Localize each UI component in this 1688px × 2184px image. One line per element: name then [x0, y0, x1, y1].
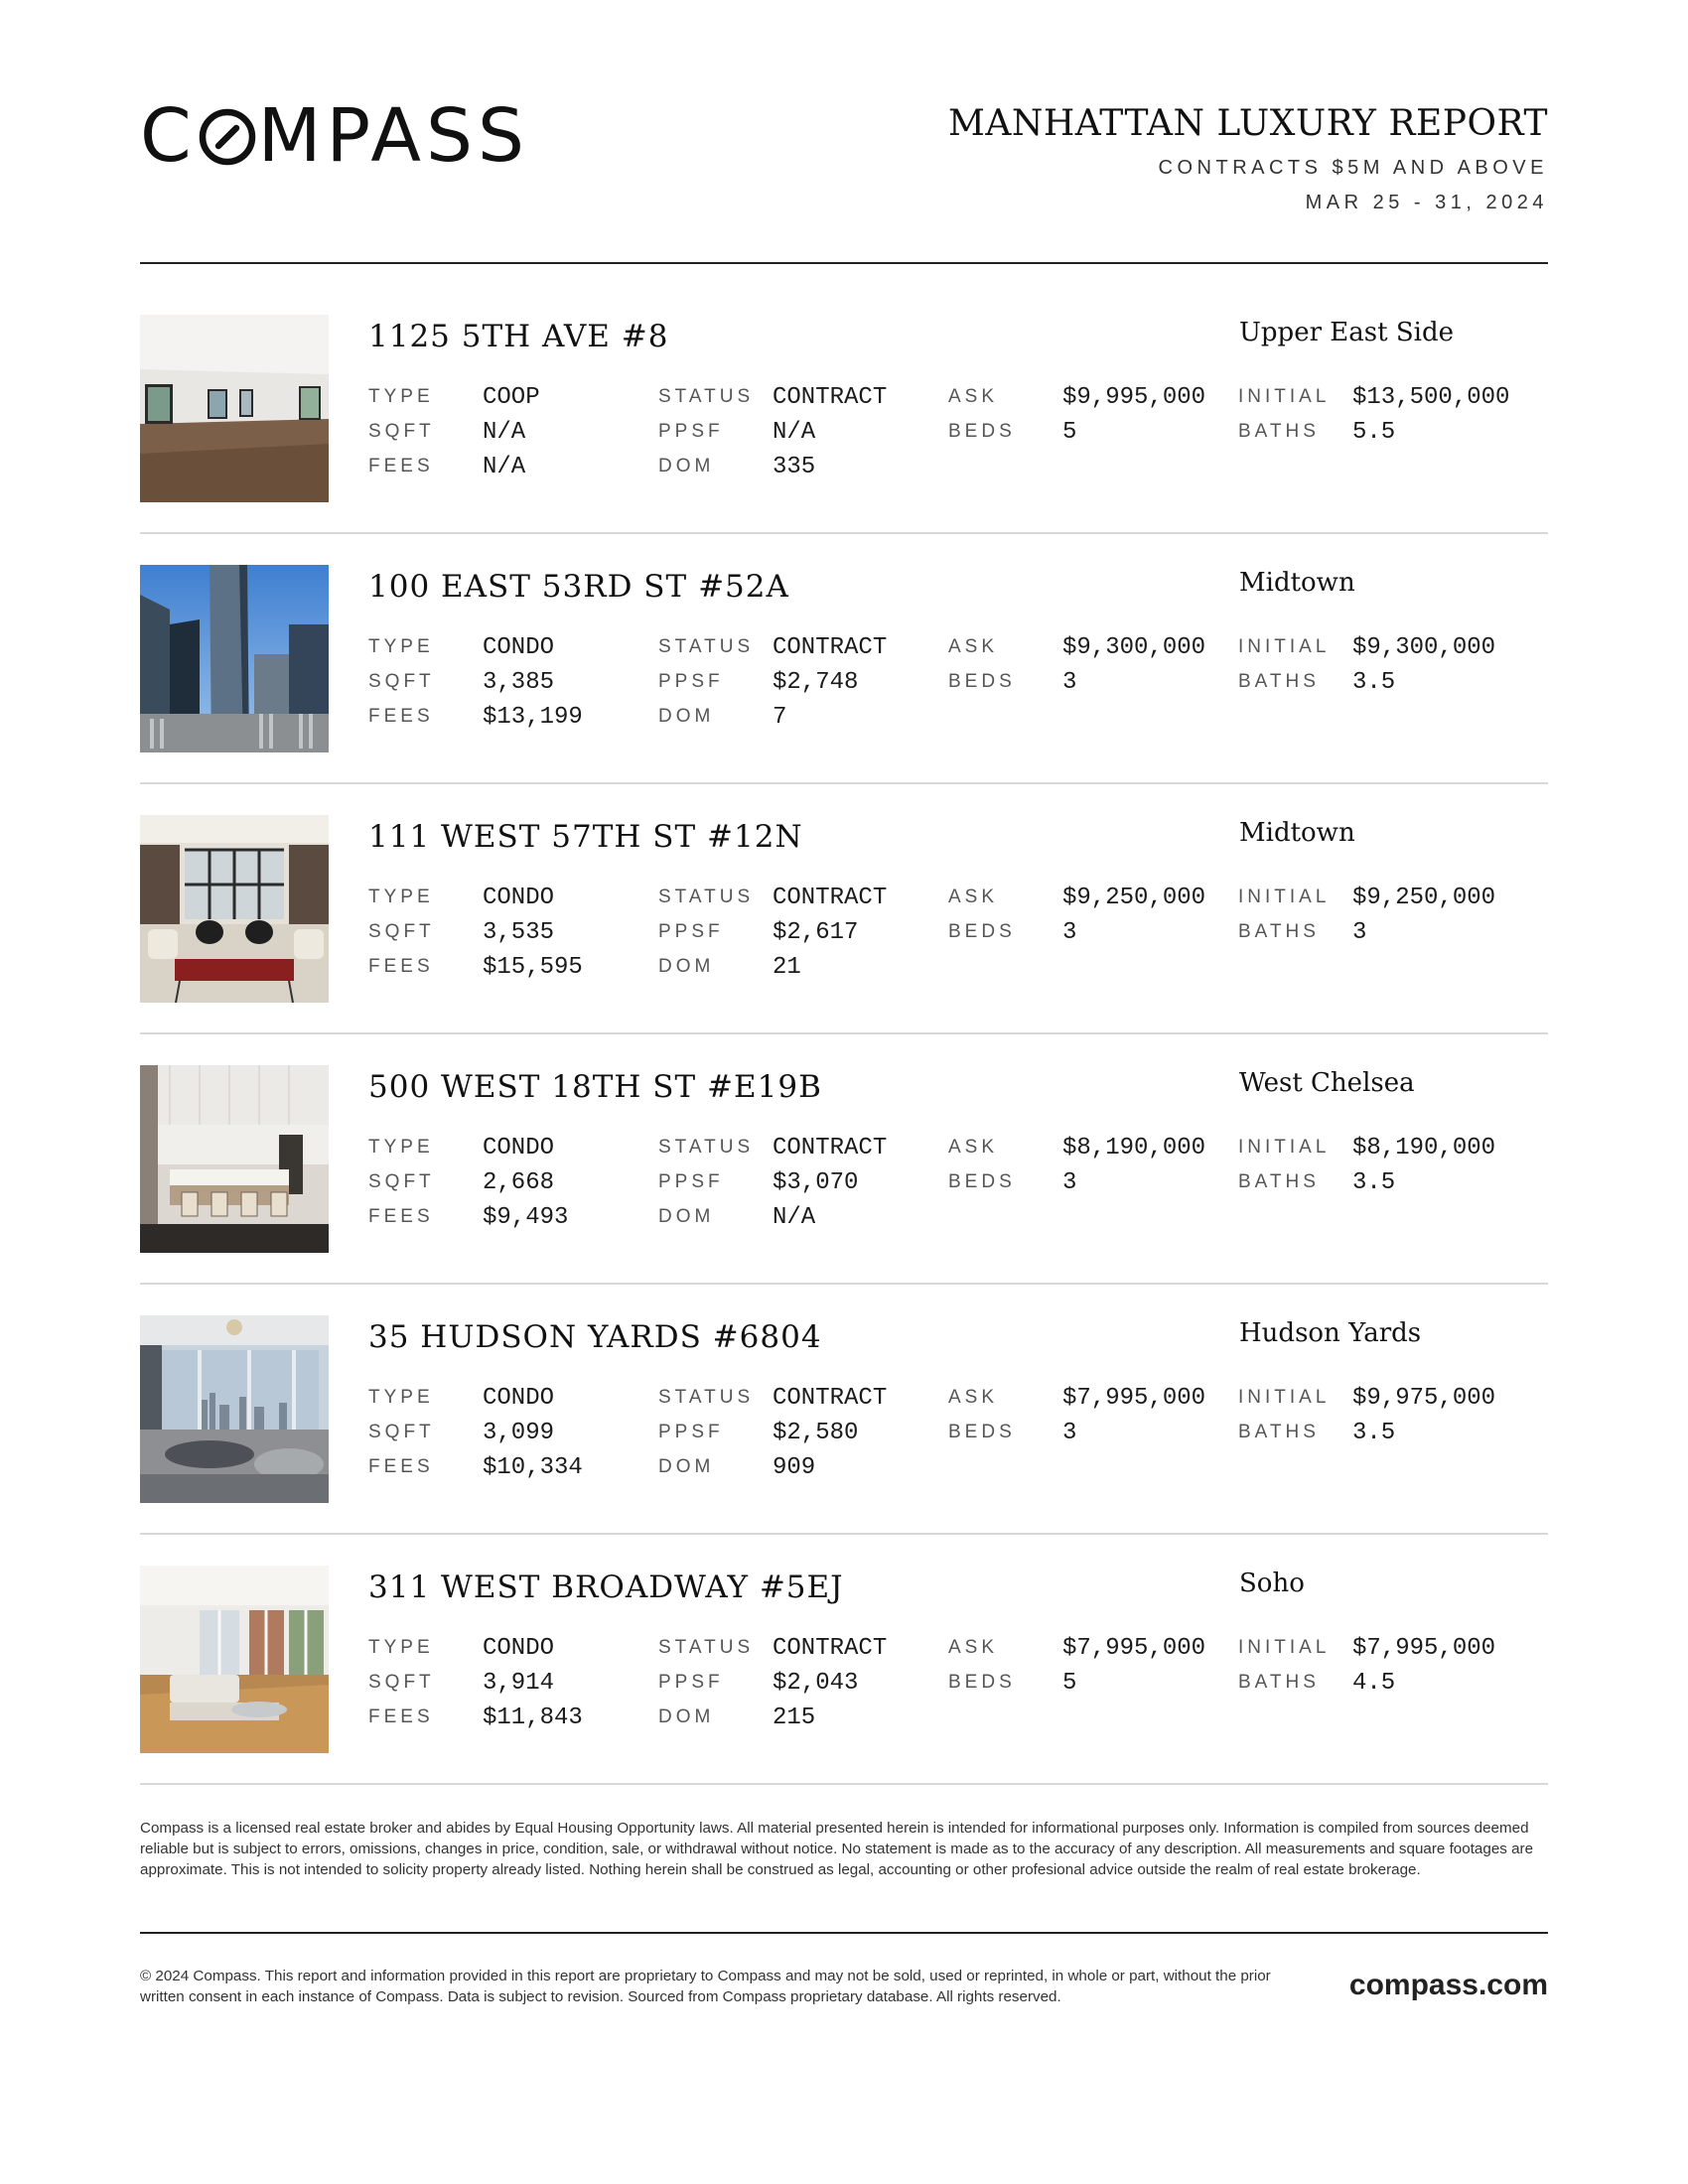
sqft-value: 3,535 [483, 919, 555, 946]
fees-label: FEES [368, 1456, 434, 1477]
sqft-label: SQFT [368, 421, 435, 442]
status-value: CONTRACT [773, 885, 888, 911]
fees-value: $10,334 [483, 1454, 583, 1481]
initial-value: $9,300,000 [1352, 634, 1496, 661]
listing-photo-city-view [140, 1315, 329, 1503]
status-value: CONTRACT [773, 634, 888, 661]
ask-label: ASK [948, 1137, 999, 1158]
dom-value: N/A [773, 1204, 816, 1231]
type-value: COOP [483, 384, 540, 411]
listing-row [140, 315, 1548, 565]
dom-label: DOM [658, 1206, 715, 1227]
fees-label: FEES [368, 956, 434, 977]
baths-label: BATHS [1238, 1171, 1320, 1192]
ask-value: $8,190,000 [1062, 1135, 1206, 1161]
dom-label: DOM [658, 956, 715, 977]
baths-value: 3.5 [1352, 669, 1396, 696]
baths-label: BATHS [1238, 671, 1320, 692]
type-value: CONDO [483, 1635, 555, 1662]
status-label: STATUS [658, 636, 755, 657]
initial-label: INITIAL [1238, 386, 1331, 407]
listing-divider [140, 782, 1548, 784]
listing-neighborhood: Hudson Yards [1239, 1318, 1422, 1348]
listing-photo-loft [140, 1566, 329, 1753]
dom-label: DOM [658, 706, 715, 727]
ppsf-label: PPSF [658, 421, 724, 442]
initial-value: $13,500,000 [1352, 384, 1510, 411]
listing-neighborhood: Upper East Side [1239, 318, 1454, 347]
baths-value: 3.5 [1352, 1169, 1396, 1196]
listing-divider [140, 532, 1548, 534]
report-page [140, 0, 1548, 2184]
ppsf-label: PPSF [658, 921, 724, 942]
initial-label: INITIAL [1238, 1637, 1331, 1658]
sqft-value: 3,099 [483, 1420, 555, 1446]
baths-value: 3 [1352, 919, 1367, 946]
beds-label: BEDS [948, 1422, 1016, 1442]
ppsf-label: PPSF [658, 671, 724, 692]
type-value: CONDO [483, 885, 555, 911]
beds-label: BEDS [948, 1171, 1016, 1192]
baths-value: 5.5 [1352, 419, 1396, 446]
initial-value: $8,190,000 [1352, 1135, 1496, 1161]
sqft-label: SQFT [368, 671, 435, 692]
status-label: STATUS [658, 1137, 755, 1158]
fees-label: FEES [368, 1206, 434, 1227]
ppsf-value: $2,748 [773, 669, 859, 696]
listing-address: 111 WEST 57TH ST #12N [368, 819, 803, 855]
ask-label: ASK [948, 1387, 999, 1408]
ask-value: $9,995,000 [1062, 384, 1206, 411]
ask-value: $7,995,000 [1062, 1635, 1206, 1662]
initial-label: INITIAL [1238, 1137, 1331, 1158]
ask-label: ASK [948, 1637, 999, 1658]
sqft-value: 2,668 [483, 1169, 555, 1196]
sqft-value: 3,385 [483, 669, 555, 696]
ask-value: $9,250,000 [1062, 885, 1206, 911]
type-label: TYPE [368, 1137, 434, 1158]
listing-address: 500 WEST 18TH ST #E19B [368, 1069, 822, 1105]
fees-value: $15,595 [483, 954, 583, 981]
listing-divider [140, 1032, 1548, 1034]
sqft-label: SQFT [368, 1422, 435, 1442]
ppsf-label: PPSF [658, 1672, 724, 1693]
logo-letter-c: C [140, 93, 197, 179]
baths-label: BATHS [1238, 921, 1320, 942]
sqft-label: SQFT [368, 1171, 435, 1192]
beds-label: BEDS [948, 1672, 1016, 1693]
listing-divider [140, 1283, 1548, 1285]
dom-value: 215 [773, 1705, 816, 1731]
listing-address: 311 WEST BROADWAY #5EJ [368, 1570, 844, 1605]
initial-label: INITIAL [1238, 636, 1331, 657]
compass-logo [140, 93, 529, 179]
beds-value: 3 [1062, 919, 1077, 946]
logo-letters-mpass: MPASS [257, 93, 529, 179]
legal-disclaimer: Compass is a licensed real estate broker and abides by Equal Housing Opportunity laws. All material presented herein is intended for informational purposes only. Information is compiled from sources deemed reliable but is subject to errors, omissions, changes in price, condition, sale, or withdrawal without notice. No statement is made as to the accuracy of any description. All measurements and square footages are approximate. This is not intended to solicity property already listed. Nothing herein shall be construed as legal, accounting or other profesional advice outside the realm of real estate brokerage. [140, 1820, 1534, 1878]
initial-value: $9,975,000 [1352, 1385, 1496, 1412]
dom-label: DOM [658, 1456, 715, 1477]
status-value: CONTRACT [773, 1635, 888, 1662]
type-label: TYPE [368, 1387, 434, 1408]
ask-value: $9,300,000 [1062, 634, 1206, 661]
dom-value: 335 [773, 454, 816, 480]
status-value: CONTRACT [773, 1385, 888, 1412]
fees-value: $11,843 [483, 1705, 583, 1731]
initial-value: $9,250,000 [1352, 885, 1496, 911]
initial-label: INITIAL [1238, 887, 1331, 907]
dom-label: DOM [658, 1706, 715, 1727]
initial-value: $7,995,000 [1352, 1635, 1496, 1662]
ask-label: ASK [948, 636, 999, 657]
ask-label: ASK [948, 386, 999, 407]
listing-address: 1125 5TH AVE #8 [368, 319, 669, 354]
listing-address: 100 EAST 53RD ST #52A [368, 569, 789, 605]
beds-value: 3 [1062, 669, 1077, 696]
baths-value: 3.5 [1352, 1420, 1396, 1446]
ask-value: $7,995,000 [1062, 1385, 1206, 1412]
listing-row [140, 1315, 1548, 1566]
report-title: MANHATTAN LUXURY REPORT [947, 103, 1548, 144]
status-value: CONTRACT [773, 1135, 888, 1161]
beds-value: 3 [1062, 1420, 1077, 1446]
listing-photo-kitchen [140, 1065, 329, 1253]
ppsf-label: PPSF [658, 1422, 724, 1442]
report-dates: MAR 25 - 31, 2024 [1305, 192, 1548, 213]
type-value: CONDO [483, 634, 555, 661]
fees-value: N/A [483, 454, 526, 480]
status-label: STATUS [658, 887, 755, 907]
beds-label: BEDS [948, 671, 1016, 692]
baths-label: BATHS [1238, 1422, 1320, 1442]
listing-address: 35 HUDSON YARDS #6804 [368, 1319, 822, 1355]
compass-needle-o-icon [197, 106, 258, 168]
dom-value: 7 [773, 704, 787, 731]
fees-value: $9,493 [483, 1204, 569, 1231]
ppsf-value: N/A [773, 419, 816, 446]
listing-photo-empty-apartment [140, 315, 329, 502]
copyright-notice: © 2024 Compass. This report and information provided in this report are proprietary to Compass and may not be sold, used or reprinted, in whole or part, without the prior written consent in each instance of Compass. Data is subject to revision. Sourced from Compass proprietary database. All rights reserved. [140, 1968, 1271, 2005]
fees-label: FEES [368, 706, 434, 727]
listing-row [140, 1566, 1548, 1816]
header-divider [140, 262, 1548, 264]
status-value: CONTRACT [773, 384, 888, 411]
status-label: STATUS [658, 1387, 755, 1408]
dom-value: 909 [773, 1454, 816, 1481]
ppsf-value: $2,617 [773, 919, 859, 946]
beds-value: 3 [1062, 1169, 1077, 1196]
sqft-value: 3,914 [483, 1670, 555, 1697]
type-label: TYPE [368, 636, 434, 657]
beds-label: BEDS [948, 421, 1016, 442]
dom-value: 21 [773, 954, 801, 981]
listing-neighborhood: Soho [1239, 1569, 1305, 1598]
website-link[interactable]: compass.com [1348, 1969, 1548, 2001]
beds-label: BEDS [948, 921, 1016, 942]
sqft-label: SQFT [368, 921, 435, 942]
listing-neighborhood: West Chelsea [1239, 1068, 1415, 1098]
listing-row [140, 565, 1548, 815]
type-label: TYPE [368, 386, 434, 407]
ask-label: ASK [948, 887, 999, 907]
status-label: STATUS [658, 1637, 755, 1658]
listing-divider [140, 1533, 1548, 1535]
baths-label: BATHS [1238, 1672, 1320, 1693]
listing-row [140, 815, 1548, 1065]
beds-value: 5 [1062, 1670, 1077, 1697]
listing-neighborhood: Midtown [1239, 818, 1355, 848]
footer-divider [140, 1932, 1548, 1934]
ppsf-value: $2,580 [773, 1420, 859, 1446]
listing-row [140, 1065, 1548, 1315]
baths-label: BATHS [1238, 421, 1320, 442]
listing-divider [140, 1783, 1548, 1785]
sqft-label: SQFT [368, 1672, 435, 1693]
initial-label: INITIAL [1238, 1387, 1331, 1408]
dom-label: DOM [658, 456, 715, 477]
listing-neighborhood: Midtown [1239, 568, 1355, 598]
status-label: STATUS [658, 386, 755, 407]
type-value: CONDO [483, 1135, 555, 1161]
sqft-value: N/A [483, 419, 526, 446]
ppsf-label: PPSF [658, 1171, 724, 1192]
beds-value: 5 [1062, 419, 1077, 446]
type-label: TYPE [368, 887, 434, 907]
listing-photo-skyscraper [140, 565, 329, 752]
fees-value: $13,199 [483, 704, 583, 731]
ppsf-value: $2,043 [773, 1670, 859, 1697]
fees-label: FEES [368, 456, 434, 477]
ppsf-value: $3,070 [773, 1169, 859, 1196]
type-label: TYPE [368, 1637, 434, 1658]
listing-photo-living-room [140, 815, 329, 1003]
report-subtitle: CONTRACTS $5M AND ABOVE [1158, 157, 1548, 179]
baths-value: 4.5 [1352, 1670, 1396, 1697]
fees-label: FEES [368, 1706, 434, 1727]
type-value: CONDO [483, 1385, 555, 1412]
